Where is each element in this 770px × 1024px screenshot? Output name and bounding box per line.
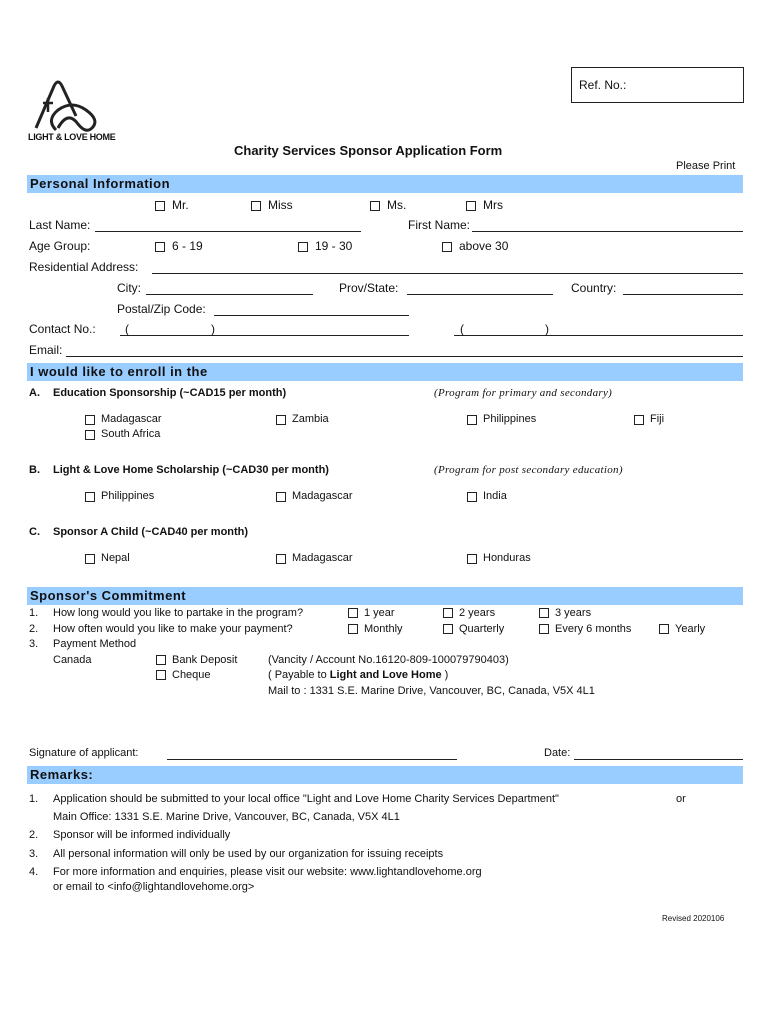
mail-to-address: Mail to : 1331 S.E. Marine Drive, Vancouver, BC, Canada, V5X 4L1 xyxy=(268,685,595,697)
a-philippines-label: Philippines xyxy=(483,413,537,425)
logo xyxy=(28,80,116,142)
country-label: Country: xyxy=(571,281,617,295)
bank-deposit-checkbox[interactable] xyxy=(156,655,166,665)
age-19-30-label: 19 - 30 xyxy=(315,239,353,253)
first-name-field[interactable] xyxy=(472,231,743,232)
phone1-open-paren: ( xyxy=(125,322,129,336)
program-b-note: (Program for post secondary education) xyxy=(434,464,623,476)
a-philippines-checkbox[interactable] xyxy=(467,415,477,425)
phone1-close-paren: ) xyxy=(211,322,215,336)
phone2-open-paren: ( xyxy=(460,322,464,336)
remark-1-number: 1. xyxy=(29,793,39,805)
cheque-label: Cheque xyxy=(172,669,211,681)
date-field[interactable] xyxy=(574,759,743,760)
please-print: Please Print xyxy=(676,160,736,172)
q2-number: 2. xyxy=(29,623,39,635)
duration-3-years-checkbox[interactable] xyxy=(539,608,549,618)
frequency-6-months-checkbox[interactable] xyxy=(539,624,549,634)
age-19-30-checkbox[interactable] xyxy=(298,242,308,252)
prov-state-field[interactable] xyxy=(407,294,553,295)
ref-no-label: Ref. No.: xyxy=(579,78,627,92)
title-mrs-label: Mrs xyxy=(483,198,503,212)
c-nepal-label: Nepal xyxy=(101,552,130,564)
city-label: City: xyxy=(117,281,141,295)
program-b-letter: B. xyxy=(29,464,40,476)
title-ms-label: Ms. xyxy=(387,198,407,212)
a-zambia-label: Zambia xyxy=(292,413,329,425)
payable-name: Light and Love Home xyxy=(329,669,442,681)
c-honduras-checkbox[interactable] xyxy=(467,554,477,564)
b-madagascar-label: Madagascar xyxy=(292,490,353,502)
prov-state-label: Prov/State: xyxy=(339,281,399,295)
signature-label: Signature of applicant: xyxy=(29,747,139,759)
b-philippines-label: Philippines xyxy=(101,490,155,502)
duration-1-year-label: 1 year xyxy=(364,607,395,619)
a-fiji-checkbox[interactable] xyxy=(634,415,644,425)
logo-icon xyxy=(28,80,108,132)
residential-address-field[interactable] xyxy=(152,273,743,274)
contact-phone-2-field[interactable] xyxy=(454,335,743,336)
b-india-label: India xyxy=(483,490,507,502)
q1-text: How long would you like to partake in the program? xyxy=(53,607,304,619)
program-c-title: Sponsor A Child (~CAD40 per month) xyxy=(53,526,249,538)
title-mr-checkbox[interactable] xyxy=(155,201,165,211)
first-name-label: First Name: xyxy=(408,218,471,232)
section-title: I would like to enroll in the xyxy=(30,364,208,379)
section-title: Sponsor's Commitment xyxy=(30,588,187,603)
program-b-title: Light & Love Home Scholarship (~CAD30 per month) xyxy=(53,464,329,476)
a-madagascar-checkbox[interactable] xyxy=(85,415,95,425)
a-zambia-checkbox[interactable] xyxy=(276,415,286,425)
duration-1-year-checkbox[interactable] xyxy=(348,608,358,618)
b-india-checkbox[interactable] xyxy=(467,492,477,502)
title-ms-checkbox[interactable] xyxy=(370,201,380,211)
program-a-title: Education Sponsorship (~CAD15 per month) xyxy=(53,387,287,399)
bank-account-info: (Vancity / Account No.16120-809-100079790403) xyxy=(268,654,509,666)
c-madagascar-label: Madagascar xyxy=(292,552,353,564)
a-madagascar-label: Madagascar xyxy=(101,413,162,425)
age-above-30-checkbox[interactable] xyxy=(442,242,452,252)
program-c-letter: C. xyxy=(29,526,40,538)
frequency-yearly-label: Yearly xyxy=(675,623,706,635)
email-field[interactable] xyxy=(66,356,743,357)
signature-field[interactable] xyxy=(167,759,457,760)
duration-2-years-label: 2 years xyxy=(459,607,496,619)
last-name-field[interactable] xyxy=(95,231,361,232)
revision-note: Revised 2020106 xyxy=(662,914,725,923)
section-title: Personal Information xyxy=(30,176,171,191)
postal-code-field[interactable] xyxy=(214,315,409,316)
c-honduras-label: Honduras xyxy=(483,552,531,564)
q3-text: Payment Method xyxy=(53,638,137,650)
remark-2-number: 2. xyxy=(29,829,39,841)
program-a-note: (Program for primary and secondary) xyxy=(434,387,613,399)
a-south-africa-checkbox[interactable] xyxy=(85,430,95,440)
remark-1-or: or xyxy=(676,793,686,805)
form-title: Charity Services Sponsor Application Form xyxy=(234,143,503,158)
frequency-monthly-checkbox[interactable] xyxy=(348,624,358,634)
frequency-6-months-label: Every 6 months xyxy=(555,623,632,635)
enroll-header xyxy=(27,363,743,381)
commitment-header xyxy=(27,587,743,605)
last-name-label: Last Name: xyxy=(29,218,91,232)
ref-no-box[interactable] xyxy=(571,67,744,103)
cheque-checkbox[interactable] xyxy=(156,670,166,680)
personal-info-header xyxy=(27,175,743,193)
frequency-quarterly-label: Quarterly xyxy=(459,623,505,635)
age-6-19-label: 6 - 19 xyxy=(172,239,203,253)
payable-suffix: ) xyxy=(441,669,449,681)
email-label: Email: xyxy=(29,343,63,357)
c-madagascar-checkbox[interactable] xyxy=(276,554,286,564)
city-field[interactable] xyxy=(146,294,313,295)
age-above-30-label: above 30 xyxy=(459,239,509,253)
a-south-africa-label: South Africa xyxy=(101,428,161,440)
title-miss-label: Miss xyxy=(268,198,293,212)
age-group-label: Age Group: xyxy=(29,239,91,253)
remark-4-email: or email to <info@lightandlovehome.org> xyxy=(53,881,255,893)
remark-2-text: Sponsor will be informed individually xyxy=(53,829,231,841)
a-fiji-label: Fiji xyxy=(650,413,665,425)
title-miss-checkbox[interactable] xyxy=(251,201,261,211)
remark-3-text: All personal information will only be used by our organization for issuing receipts xyxy=(53,848,444,860)
remark-3-number: 3. xyxy=(29,848,39,860)
logo-text: LIGHT & LOVE HOME xyxy=(28,132,116,142)
contact-phone-1-field[interactable] xyxy=(120,335,409,336)
payable-prefix: ( Payable to xyxy=(268,669,330,681)
remark-4-number: 4. xyxy=(29,866,39,878)
payable-to-line xyxy=(268,669,448,681)
title-mr-label: Mr. xyxy=(172,198,189,212)
remarks-header xyxy=(27,766,743,784)
frequency-monthly-label: Monthly xyxy=(364,623,403,635)
duration-3-years-label: 3 years xyxy=(555,607,592,619)
residential-address-label: Residential Address: xyxy=(29,260,139,274)
date-label: Date: xyxy=(544,747,571,759)
remark-1-text: Application should be submitted to your local office "Light and Love Home Charity Services Department" xyxy=(53,793,559,805)
postal-code-label: Postal/Zip Code: xyxy=(117,302,206,316)
program-a-letter: A. xyxy=(29,387,40,399)
title-mrs-checkbox[interactable] xyxy=(466,201,476,211)
frequency-yearly-checkbox[interactable] xyxy=(659,624,669,634)
b-madagascar-checkbox[interactable] xyxy=(276,492,286,502)
bank-deposit-label: Bank Deposit xyxy=(172,654,238,666)
section-title: Remarks: xyxy=(30,767,94,782)
phone2-close-paren: ) xyxy=(545,322,549,336)
frequency-quarterly-checkbox[interactable] xyxy=(443,624,453,634)
c-nepal-checkbox[interactable] xyxy=(85,554,95,564)
age-6-19-checkbox[interactable] xyxy=(155,242,165,252)
remark-1-main-office: Main Office: 1331 S.E. Marine Drive, Vancouver, BC, Canada, V5X 4L1 xyxy=(53,811,400,823)
duration-2-years-checkbox[interactable] xyxy=(443,608,453,618)
canada-label: Canada xyxy=(53,654,92,666)
b-philippines-checkbox[interactable] xyxy=(85,492,95,502)
contact-no-label: Contact No.: xyxy=(29,322,96,336)
country-field[interactable] xyxy=(623,294,743,295)
remark-4-text: For more information and enquiries, please visit our website: www.lightandlovehome.org xyxy=(53,866,482,878)
q3-number: 3. xyxy=(29,638,39,650)
q2-text: How often would you like to make your payment? xyxy=(53,623,293,635)
q1-number: 1. xyxy=(29,607,39,619)
